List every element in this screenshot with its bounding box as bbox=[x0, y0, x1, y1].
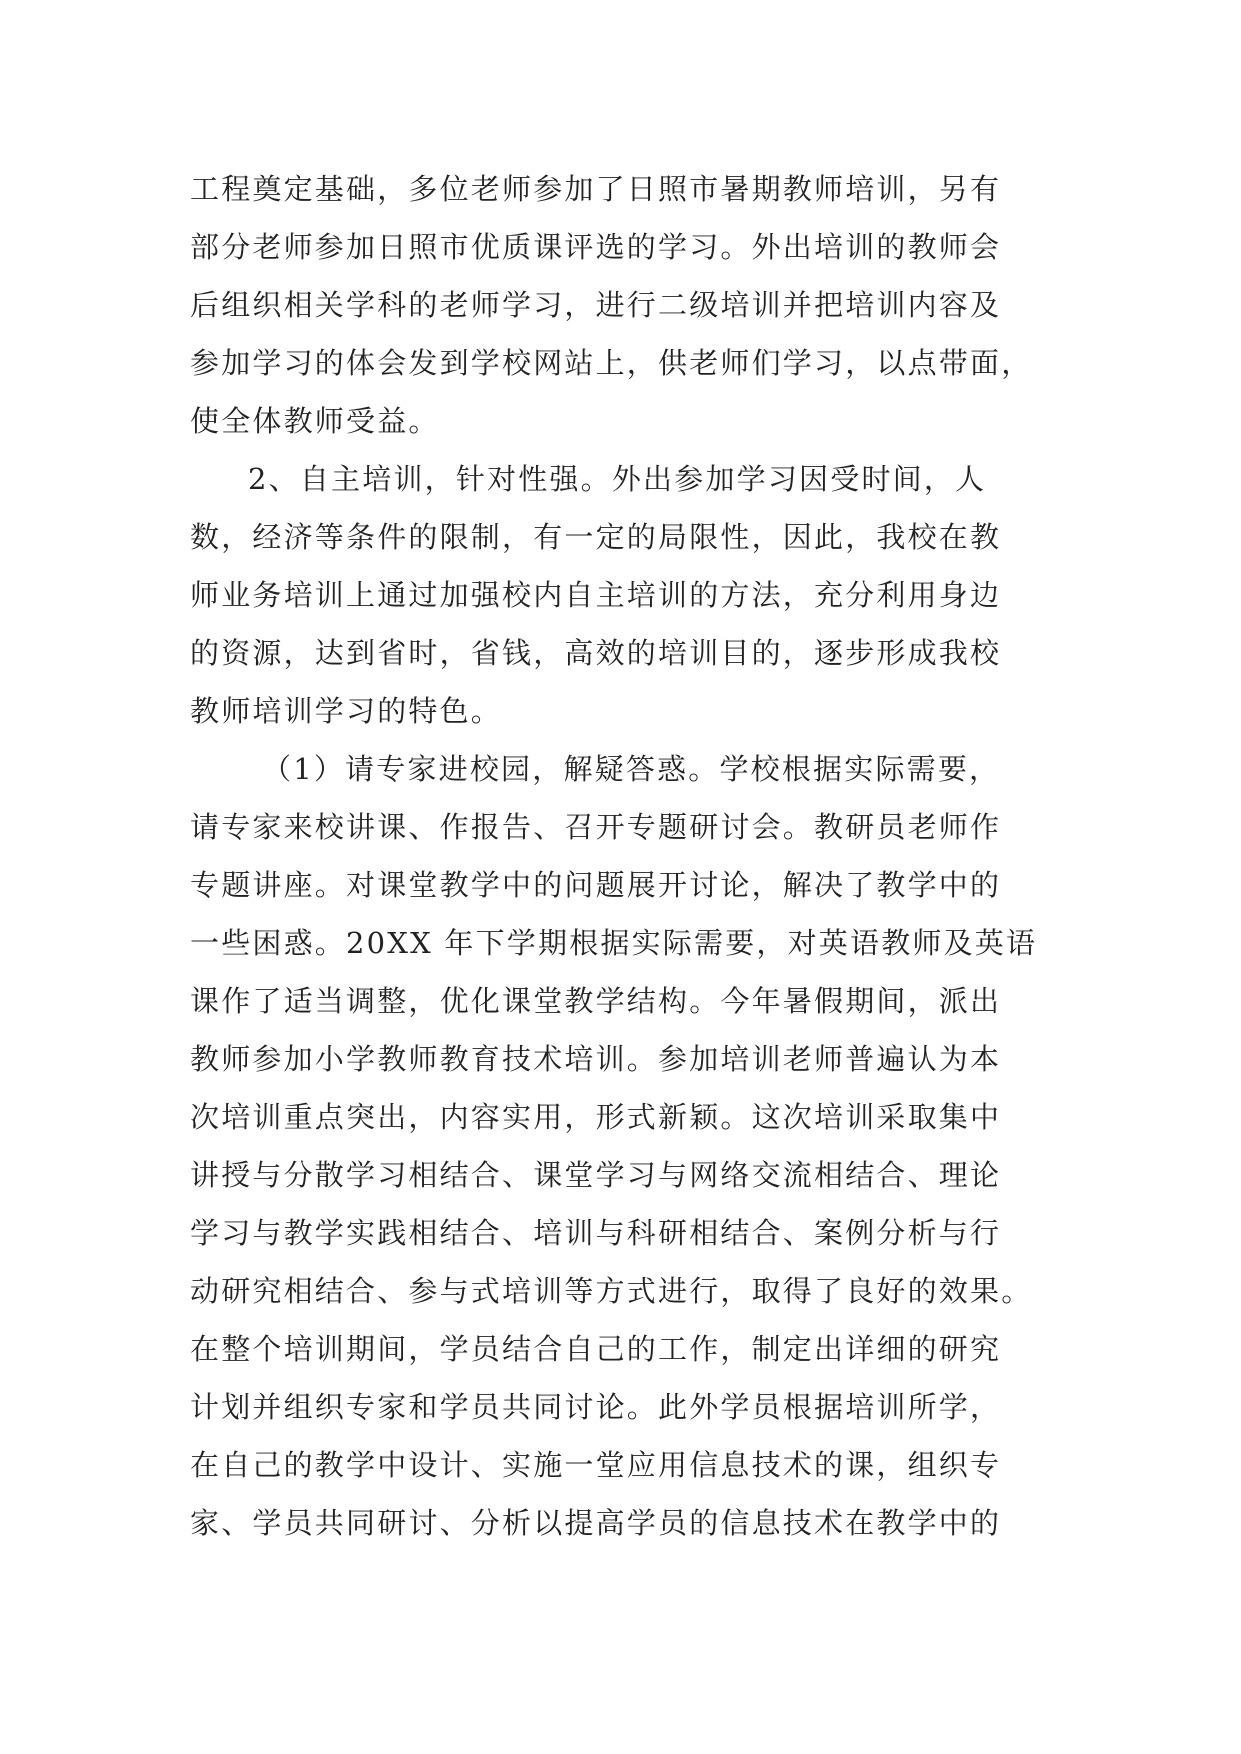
text-line: 师业务培训上通过加强校内自主培训的方法，充分利用身边 bbox=[190, 578, 1002, 612]
text-line: 使全体教师受益。 bbox=[190, 404, 440, 438]
text-line: 工程奠定基础，多位老师参加了日照市暑期教师培训，另有 bbox=[190, 172, 1002, 206]
text-line: 参加学习的体会发到学校网站上，供老师们学习，以点带面， bbox=[190, 346, 1033, 380]
text-line: 讲授与分散学习相结合、课堂学习与网络交流相结合、理论 bbox=[190, 1158, 1002, 1192]
text-line: 在整个培训期间，学员结合自己的工作，制定出详细的研究 bbox=[190, 1332, 1002, 1366]
text-line: 动研究相结合、参与式培训等方式进行，取得了良好的效果。 bbox=[190, 1274, 1033, 1308]
text-line: 教师参加小学教师教育技术培训。参加培训老师普遍认为本 bbox=[190, 1042, 1002, 1076]
text-line: 课作了适当调整，优化课堂教学结构。今年暑假期间，派出 bbox=[190, 984, 1002, 1018]
text-line: 教师培训学习的特色。 bbox=[190, 694, 503, 728]
text-line: 部分老师参加日照市优质课评选的学习。外出培训的教师会 bbox=[190, 230, 1002, 264]
paragraph-start-line: 2、自主培训，针对性强。外出参加学习因受时间，人 bbox=[248, 462, 987, 496]
text-line: 请专家来校讲课、作报告、召开专题研讨会。教研员老师作 bbox=[190, 810, 1002, 844]
text-line: 家、学员共同研讨、分析以提高学员的信息技术在教学中的 bbox=[190, 1506, 1002, 1540]
text-line: 后组织相关学科的老师学习，进行二级培训并把培训内容及 bbox=[190, 288, 1002, 322]
text-line: 的资源，达到省时，省钱，高效的培训目的，逐步形成我校 bbox=[190, 636, 1002, 670]
paragraph-start-line: （1）请专家进校园，解疑答惑。学校根据实际需要， bbox=[262, 752, 1001, 786]
text-line: 专题讲座。对课堂教学中的问题展开讨论，解决了教学中的 bbox=[190, 868, 1002, 902]
text-line: 计划并组织专家和学员共同讨论。此外学员根据培训所学， bbox=[190, 1390, 1002, 1424]
text-line: 在自己的教学中设计、实施一堂应用信息技术的课，组织专 bbox=[190, 1448, 1002, 1482]
text-line: 学习与教学实践相结合、培训与科研相结合、案例分析与行 bbox=[190, 1216, 1002, 1250]
body-text bbox=[190, 160, 1070, 1552]
text-line: 一些困惑。20XX 年下学期根据实际需要，对英语教师及英语 bbox=[190, 926, 1038, 960]
text-line: 数，经济等条件的限制，有一定的局限性，因此，我校在教 bbox=[190, 520, 1002, 554]
text-line: 次培训重点突出，内容实用，形式新颖。这次培训采取集中 bbox=[190, 1100, 1002, 1134]
